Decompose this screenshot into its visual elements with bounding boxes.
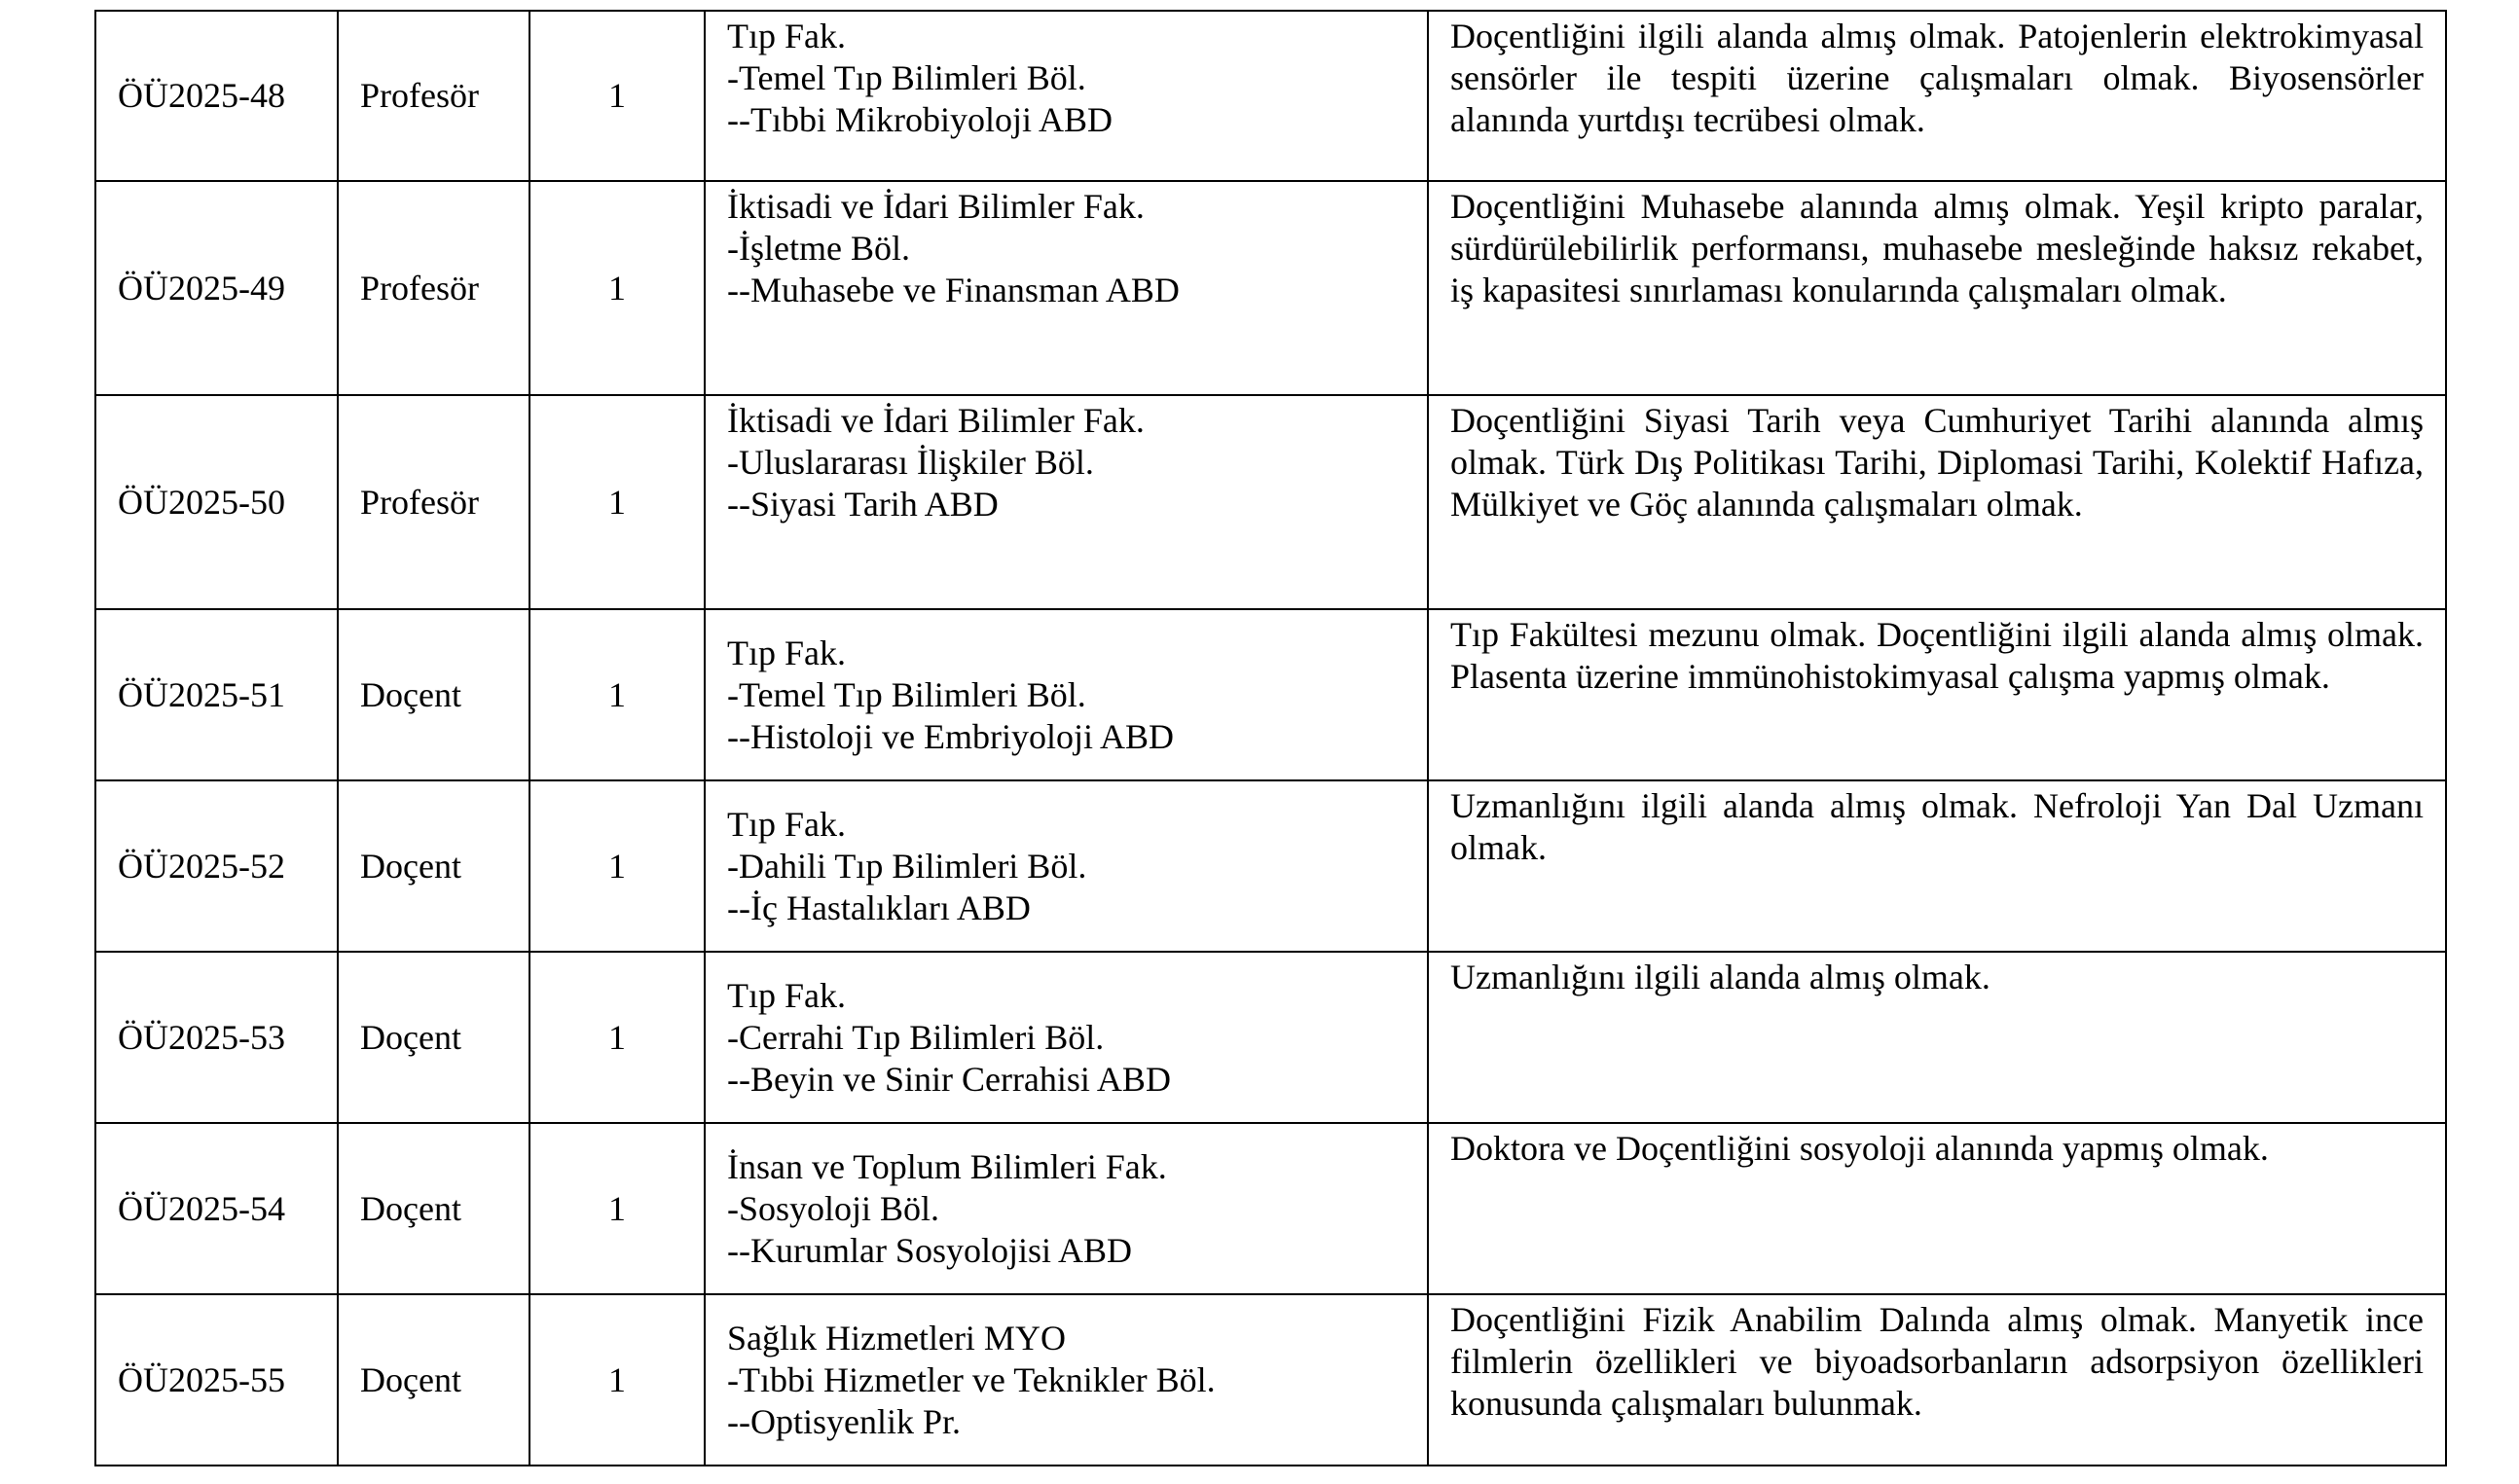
department-name: -Cerrahi Tıp Bilimleri Böl.	[727, 1017, 1105, 1057]
academic-title: Doçent	[338, 1294, 529, 1466]
unit-cell	[705, 1123, 1428, 1294]
position-count: 1	[529, 952, 705, 1123]
table-row	[95, 11, 2446, 181]
division-name: --Histoloji ve Embriyoloji ABD	[727, 716, 1174, 756]
faculty-name: İnsan ve Toplum Bilimleri Fak.	[727, 1146, 1167, 1186]
academic-title: Doçent	[338, 952, 529, 1123]
faculty-name: Tıp Fak.	[727, 804, 846, 844]
faculty-name: Sağlık Hizmetleri MYO	[727, 1318, 1066, 1357]
document-page	[94, 10, 2445, 1466]
unit-cell	[705, 395, 1428, 609]
academic-title: Profesör	[338, 11, 529, 181]
academic-title: Profesör	[338, 395, 529, 609]
department-name: -Uluslararası İlişkiler Böl.	[727, 443, 1094, 482]
academic-title: Profesör	[338, 181, 529, 395]
position-count: 1	[529, 395, 705, 609]
faculty-name: İktisadi ve İdari Bilimler Fak.	[727, 187, 1145, 226]
department-name: -İşletme Böl.	[727, 229, 910, 268]
department-name: -Dahili Tıp Bilimleri Böl.	[727, 846, 1087, 886]
requirement-text: Doçentliğini Siyasi Tarih veya Cumhuriyet Tarihi alanında almış olmak. Türk Dış Politikası Tarihi, Diplomasi Tarihi, Kolektif Hafıza, Mülkiyet ve Göç alanında çalışmaları olmak.	[1428, 395, 2446, 609]
positions-table	[94, 10, 2447, 1466]
table-row	[95, 780, 2446, 952]
table-row	[95, 1123, 2446, 1294]
unit-cell	[705, 181, 1428, 395]
position-code: ÖÜ2025-51	[95, 609, 338, 780]
division-name: --Beyin ve Sinir Cerrahisi ABD	[727, 1059, 1171, 1099]
table-row	[95, 395, 2446, 609]
unit-cell	[705, 609, 1428, 780]
unit-cell	[705, 780, 1428, 952]
faculty-name: Tıp Fak.	[727, 17, 846, 55]
position-count: 1	[529, 609, 705, 780]
position-count: 1	[529, 181, 705, 395]
unit-cell	[705, 952, 1428, 1123]
faculty-name: Tıp Fak.	[727, 633, 846, 672]
requirement-text: Doktora ve Doçentliğini sosyoloji alanında yapmış olmak.	[1428, 1123, 2446, 1294]
department-name: -Sosyoloji Böl.	[727, 1188, 940, 1228]
division-name: --Tıbbi Mikrobiyoloji ABD	[727, 100, 1113, 139]
academic-title: Doçent	[338, 1123, 529, 1294]
position-count: 1	[529, 780, 705, 952]
position-code: ÖÜ2025-54	[95, 1123, 338, 1294]
position-code: ÖÜ2025-50	[95, 395, 338, 609]
requirement-text: Uzmanlığını ilgili alanda almış olmak.	[1428, 952, 2446, 1123]
table-row	[95, 1294, 2446, 1466]
faculty-name: Tıp Fak.	[727, 975, 846, 1015]
department-name: -Tıbbi Hizmetler ve Teknikler Böl.	[727, 1359, 1216, 1399]
unit-cell	[705, 1294, 1428, 1466]
position-code: ÖÜ2025-49	[95, 181, 338, 395]
requirement-text: Doçentliğini ilgili alanda almış olmak. Patojenlerin elektrokimyasal sensörler ile tespiti üzerine çalışmaları olmak. Biyosensörler alanında yurtdışı tecrübesi olmak.	[1428, 11, 2446, 181]
faculty-name: İktisadi ve İdari Bilimler Fak.	[727, 401, 1145, 440]
position-count: 1	[529, 11, 705, 181]
requirement-text: Doçentliğini Fizik Anabilim Dalında almış olmak. Manyetik ince filmlerin özellikleri ve biyoadsorbanların adsorpsiyon özellikleri konusunda çalışmaları bulunmak.	[1428, 1294, 2446, 1466]
position-count: 1	[529, 1123, 705, 1294]
academic-title: Doçent	[338, 609, 529, 780]
division-name: --Siyasi Tarih ABD	[727, 485, 999, 524]
requirement-text: Doçentliğini Muhasebe alanında almış olmak. Yeşil kripto paralar, sürdürülebilirlik performansı, muhasebe mesleğinde haksız rekabet, iş kapasitesi sınırlaması konularında çalışmaları olmak.	[1428, 181, 2446, 395]
requirement-text: Tıp Fakültesi mezunu olmak. Doçentliğini ilgili alanda almış olmak. Plasenta üzerine immünohistokimyasal çalışma yapmış olmak.	[1428, 609, 2446, 780]
position-code: ÖÜ2025-48	[95, 11, 338, 181]
requirement-text: Uzmanlığını ilgili alanda almış olmak. Nefroloji Yan Dal Uzmanı olmak.	[1428, 780, 2446, 952]
table-row	[95, 609, 2446, 780]
division-name: --Optisyenlik Pr.	[727, 1401, 961, 1441]
table-row	[95, 181, 2446, 395]
academic-title: Doçent	[338, 780, 529, 952]
table-row	[95, 952, 2446, 1123]
department-name: -Temel Tıp Bilimleri Böl.	[727, 58, 1086, 97]
unit-cell	[705, 11, 1428, 181]
division-name: --İç Hastalıkları ABD	[727, 887, 1031, 927]
position-count: 1	[529, 1294, 705, 1466]
division-name: --Kurumlar Sosyolojisi ABD	[727, 1230, 1133, 1270]
division-name: --Muhasebe ve Finansman ABD	[727, 271, 1180, 309]
position-code: ÖÜ2025-52	[95, 780, 338, 952]
position-code: ÖÜ2025-53	[95, 952, 338, 1123]
department-name: -Temel Tıp Bilimleri Böl.	[727, 674, 1086, 714]
position-code: ÖÜ2025-55	[95, 1294, 338, 1466]
